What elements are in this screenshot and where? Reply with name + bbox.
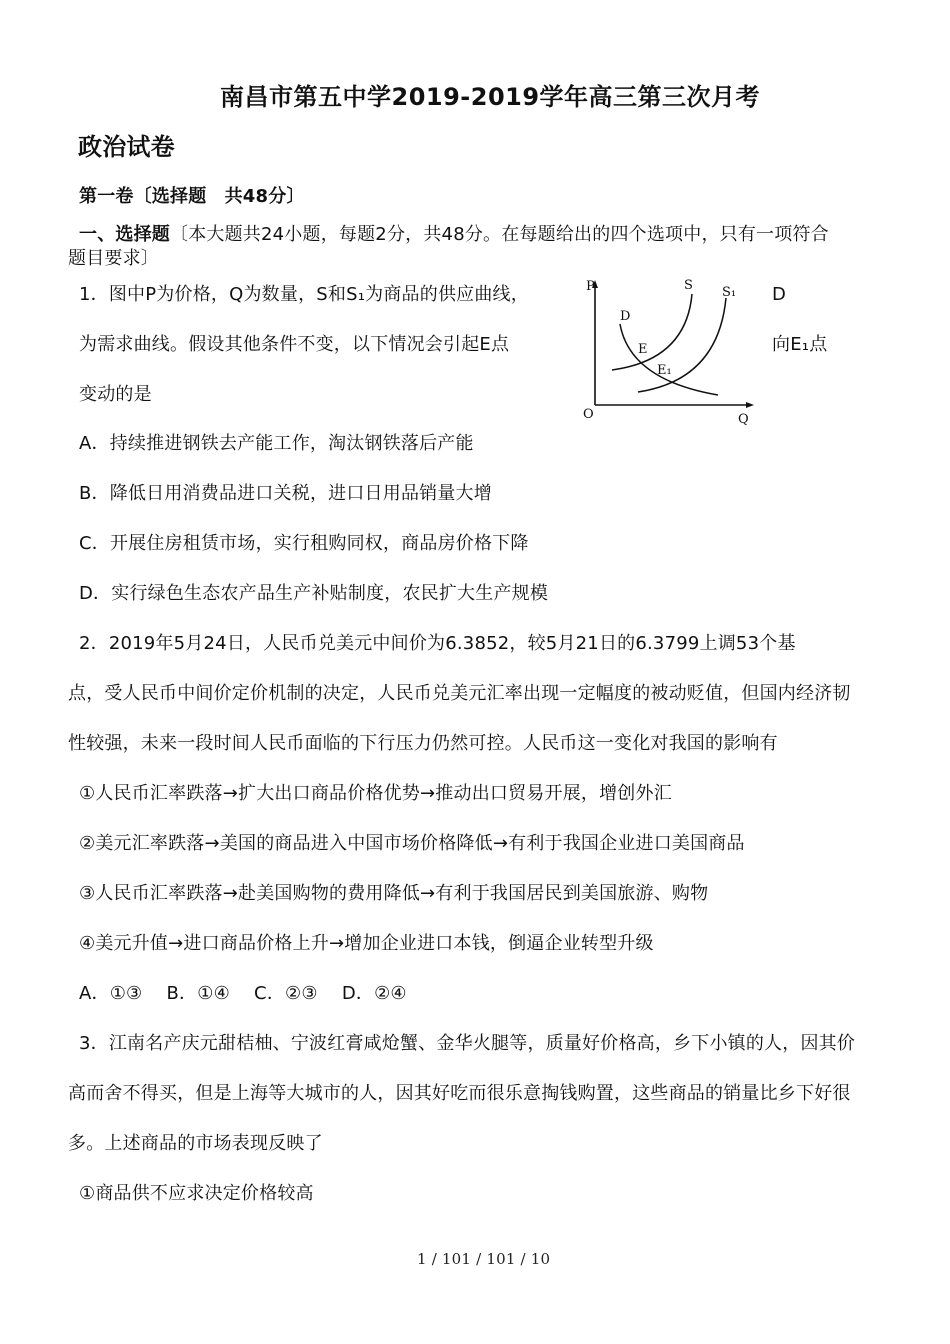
section-heading: 第一卷〔选择题 共48分〕 <box>79 186 305 207</box>
q3-line-2: 高而舍不得买，但是上海等大城市的人，因其好吃而很乐意掏钱购置，这些商品的销量比乡下好很 <box>68 1083 851 1104</box>
supply-curve-s1 <box>638 298 726 392</box>
q3-line-1: 3．江南名产庆元甜桔柚、宁波红膏咸炝蟹、金华火腿等，质量好价格高，乡下小镇的人，因其价 <box>79 1033 856 1054</box>
label-q: Q <box>738 412 749 427</box>
instruction-bold: 一、选择题 <box>79 224 170 245</box>
q2-answers: A．①③ B．①④ C．②③ D．②④ <box>79 983 407 1004</box>
instruction-line-2: 题目要求〕 <box>68 248 159 269</box>
supply-curve-s <box>612 294 692 370</box>
q1-option-b: B．降低日用消费品进口关税，进口日用品销量大增 <box>79 483 492 504</box>
q-axis-arrow <box>746 402 754 408</box>
q2-item-2: ②美元汇率跌落→美国的商品进入中国市场价格降低→有利于我国企业进口美国商品 <box>79 833 745 854</box>
exam-subtitle: 政治试卷 <box>78 133 175 161</box>
instruction-line-1 <box>79 224 829 246</box>
q3-item-1: ①商品供不应求决定价格较高 <box>79 1183 314 1204</box>
label-s1: S₁ <box>722 285 737 300</box>
q1-line-2-right: 向E₁点 <box>772 334 828 355</box>
instruction-text: 〔本大题共24小题，每题2分，共48分。在每题给出的四个选项中，只有一项符合 <box>170 224 829 245</box>
q1-option-c: C．开展住房租赁市场，实行租购同权，商品房价格下降 <box>79 533 529 554</box>
label-s: S <box>684 278 693 293</box>
label-p: P <box>586 279 595 294</box>
exam-title: 南昌市第五中学2019-2019学年高三第三次月考 <box>220 83 761 111</box>
q2-line-2: 点，受人民币中间价定价机制的决定，人民币兑美元汇率出现一定幅度的被动贬值，但国内经济韧 <box>68 683 851 704</box>
label-o: O <box>583 407 594 422</box>
q1-option-d: D．实行绿色生态农产品生产补贴制度，农民扩大生产规模 <box>79 583 549 604</box>
supply-demand-graph <box>578 272 758 432</box>
q1-line-1: 1．图中P为价格，Q为数量，S和S₁为商品的供应曲线， <box>79 284 529 305</box>
q1-option-a: A．持续推进钢铁去产能工作，淘汰钢铁落后产能 <box>79 433 474 454</box>
q2-line-3: 性较强，未来一段时间人民币面临的下行压力仍然可控。人民币这一变化对我国的影响有 <box>68 733 778 754</box>
q1-line-2: 为需求曲线。假设其他条件不变，以下情况会引起E点 <box>79 334 510 355</box>
q2-item-3: ③人民币汇率跌落→赴美国购物的费用降低→有利于我国居民到美国旅游、购物 <box>79 883 709 904</box>
q3-line-3: 多。上述商品的市场表现反映了 <box>68 1133 323 1154</box>
label-e1: E₁ <box>657 363 672 378</box>
q1-line-3: 变动的是 <box>79 384 152 405</box>
q2-item-1: ①人民币汇率跌落→扩大出口商品价格优势→推动出口贸易开展，增创外汇 <box>79 783 672 804</box>
q2-item-4: ④美元升值→进口商品价格上升→增加企业进口本钱，倒逼企业转型升级 <box>79 933 654 954</box>
q1-line-1-right: D <box>772 284 787 305</box>
page-footer: 1 / 101 / 101 / 10 <box>417 1250 551 1268</box>
q2-line-1: 2．2019年5月24日，人民币兑美元中间价为6.3852，较5月21日的6.3799上调53个基 <box>79 633 796 654</box>
label-d: D <box>620 309 631 324</box>
label-e: E <box>638 342 648 357</box>
